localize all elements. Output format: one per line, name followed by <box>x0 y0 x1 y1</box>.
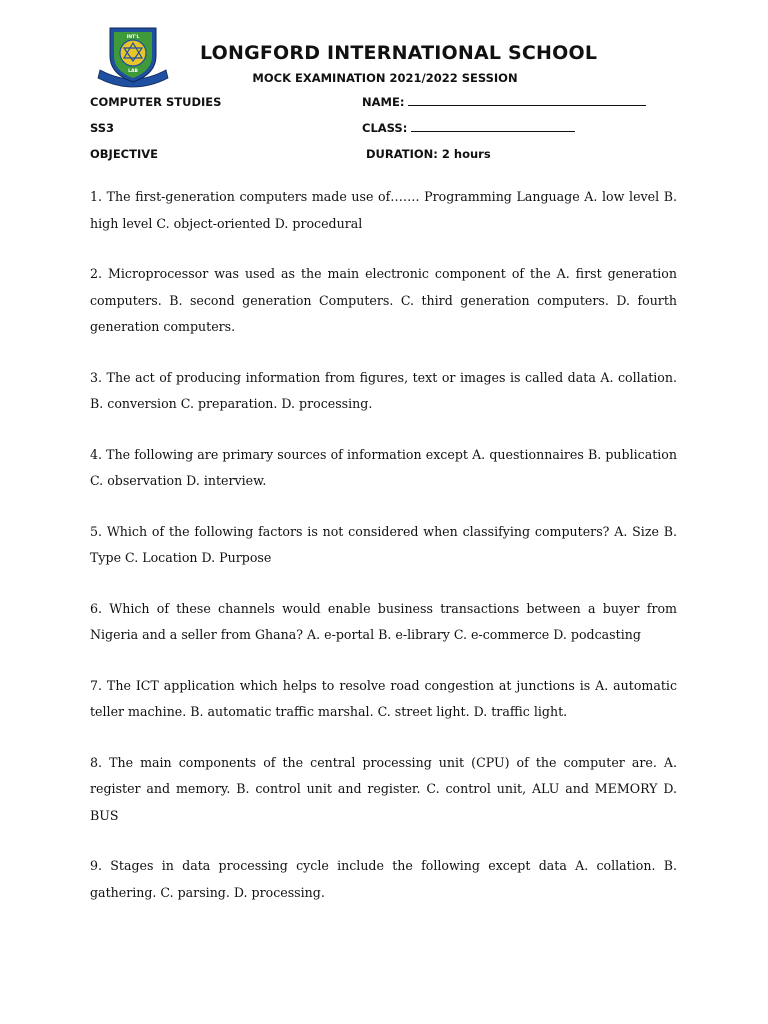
question-item: 9. Stages in data processing cycle include the following except data A. collation. B. gathering. C. parsing. D. processing. <box>90 858 677 900</box>
school-crest-logo <box>96 22 170 90</box>
question-item: 6. Which of these channels would enable business transactions between a buyer from Nigeria and a seller from Ghana? A. e-portal B. e-library C. e-commerce D. podcasting <box>90 600 677 642</box>
level-label: SS3 <box>90 121 115 135</box>
school-name: LONGFORD INTERNATIONAL SCHOOL <box>200 42 598 64</box>
question-item: 1. The first-generation computers made use of……. Programming Language A. low level B. high level C. object-oriented D. procedural <box>90 189 677 231</box>
name-row <box>362 95 646 109</box>
question-item: 5. Which of the following factors is not considered when classifying computers? A. Size B. Type C. Location D. Purpose <box>90 523 677 565</box>
duration-label: DURATION: 2 hours <box>366 147 491 161</box>
question-item: 7. The ICT application which helps to resolve road congestion at junctions is A. automatic teller machine. B. automatic traffic marshal. C. street light. D. traffic light. <box>90 677 677 719</box>
name-blank-line[interactable] <box>408 104 646 106</box>
class-blank-line[interactable] <box>411 130 575 132</box>
subject-label: COMPUTER STUDIES <box>90 95 222 109</box>
name-label: NAME: <box>362 95 405 109</box>
question-item: 4. The following are primary sources of information except A. questionnaires B. publication C. observation D. interview. <box>90 446 677 488</box>
question-list <box>90 184 677 930</box>
class-row <box>362 121 575 135</box>
class-label: CLASS: <box>362 121 408 135</box>
exam-session: MOCK EXAMINATION 2021/2022 SESSION <box>252 71 518 85</box>
section-label: OBJECTIVE <box>90 147 158 161</box>
question-item: 8. The main components of the central processing unit (CPU) of the computer are. A. register and memory. B. control unit and register. C. control unit, ALU and MEMORY D. BUS <box>90 754 677 823</box>
logo-text-bottom: LAB <box>128 69 138 74</box>
question-item: 2. Microprocessor was used as the main electronic component of the A. first generation computers. B. second generation Computers. C. third generation computers. D. fourth generation computers. <box>90 266 677 334</box>
question-item: 3. The act of producing information from figures, text or images is called data A. collation. B. conversion C. preparation. D. processing. <box>90 369 677 411</box>
logo-text-top: INT'L <box>126 35 140 40</box>
